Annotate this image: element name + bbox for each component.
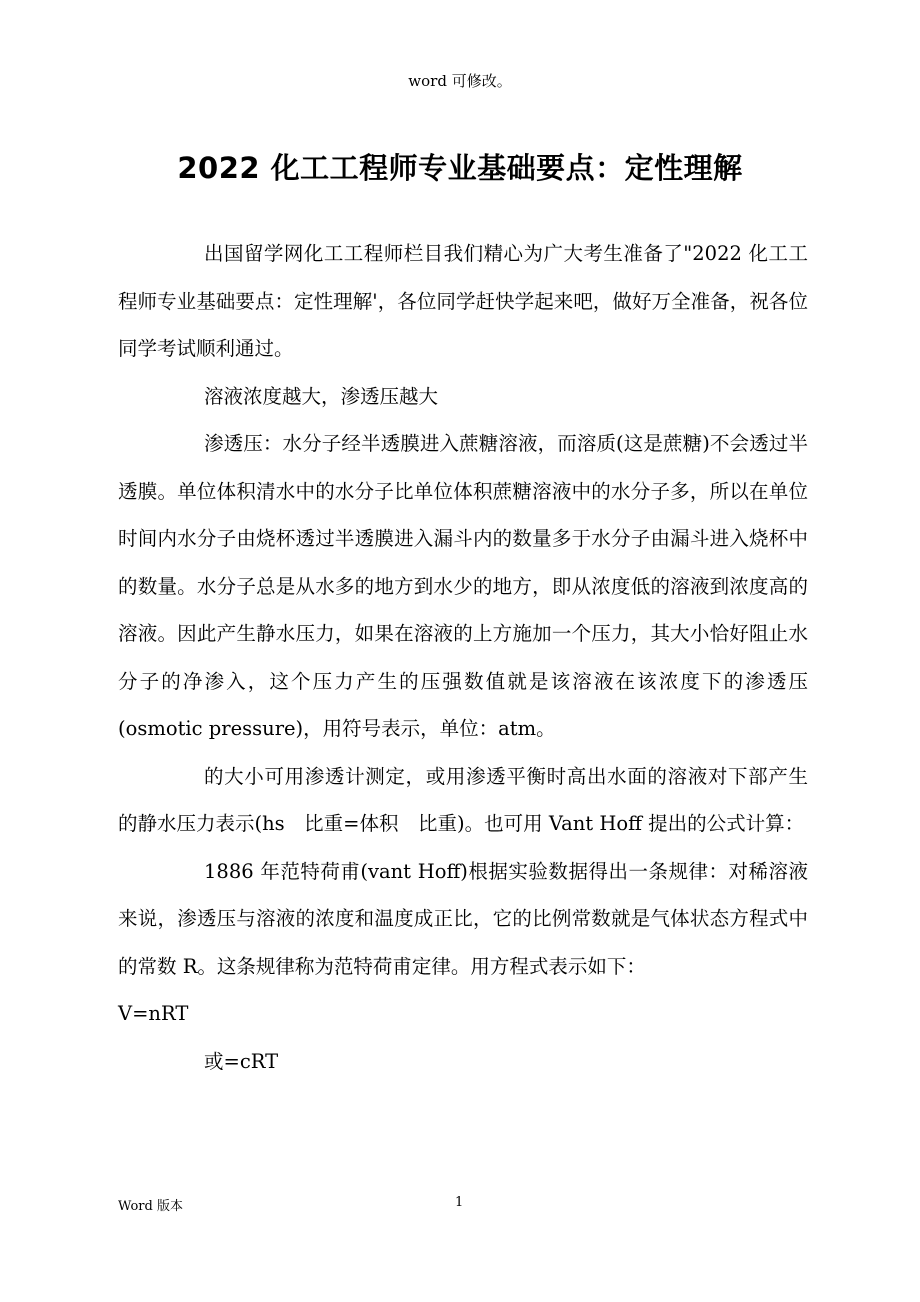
page-number: 1 bbox=[455, 1195, 464, 1210]
document-body bbox=[118, 230, 808, 1085]
page-header: word 可修改。 bbox=[408, 72, 512, 90]
paragraph-intro: 出国留学网化工工程师栏目我们精心为广大考生准备了"2022 化工工程师专业基础要点：定性理解'，各位同学赶快学起来吧，做好万全准备，祝各位同学考试顺利通过。 bbox=[118, 242, 808, 360]
equation-crt: 或=cRT bbox=[204, 1049, 279, 1073]
paragraph-concentration: 溶液浓度越大，渗透压越大 bbox=[204, 384, 439, 408]
paragraph-measurement: 的大小可用渗透计测定，或用渗透平衡时高出水面的溶液对下部产生的静水压力表示(hs 比重=体积 比重)。也可用 Vant Hoff 提出的公式计算： bbox=[118, 764, 808, 835]
paragraph-vant-hoff: 1886 年范特荷甫(vant Hoff)根据实验数据得出一条规律：对稀溶液来说，渗透压与溶液的浓度和温度成正比，它的比例常数就是气体状态方程式中的常数 R。这条规律称为范特荷甫定律。用方程式表示如下： bbox=[118, 859, 808, 978]
footer-label: Word 版本 bbox=[118, 1199, 183, 1214]
paragraph-osmotic-pressure: 渗透压：水分子经半透膜进入蔗糖溶液，而溶质(这是蔗糖)不会透过半透膜。单位体积清水中的水分子比单位体积蔗糖溶液中的水分子多，所以在单位时间内水分子由烧杯透过半透膜进入漏斗内的数量多于水分子由漏斗进入烧杯中的数量。水分子总是从水多的地方到水少的地方，即从浓度低的溶液到浓度高的溶液。因此产生静水压力，如果在溶液的上方施加一个压力，其大小恰好阻止水分子的净渗入，这个压力产生的压强数值就是该溶液在该浓度下的渗透压(osmotic pressure)，用符号表示，单位：atm。 bbox=[118, 432, 808, 740]
equation-vnrt: V=nRT bbox=[118, 1002, 189, 1025]
document-title: 2022 化工工程师专业基础要点：定性理解 bbox=[177, 151, 743, 185]
